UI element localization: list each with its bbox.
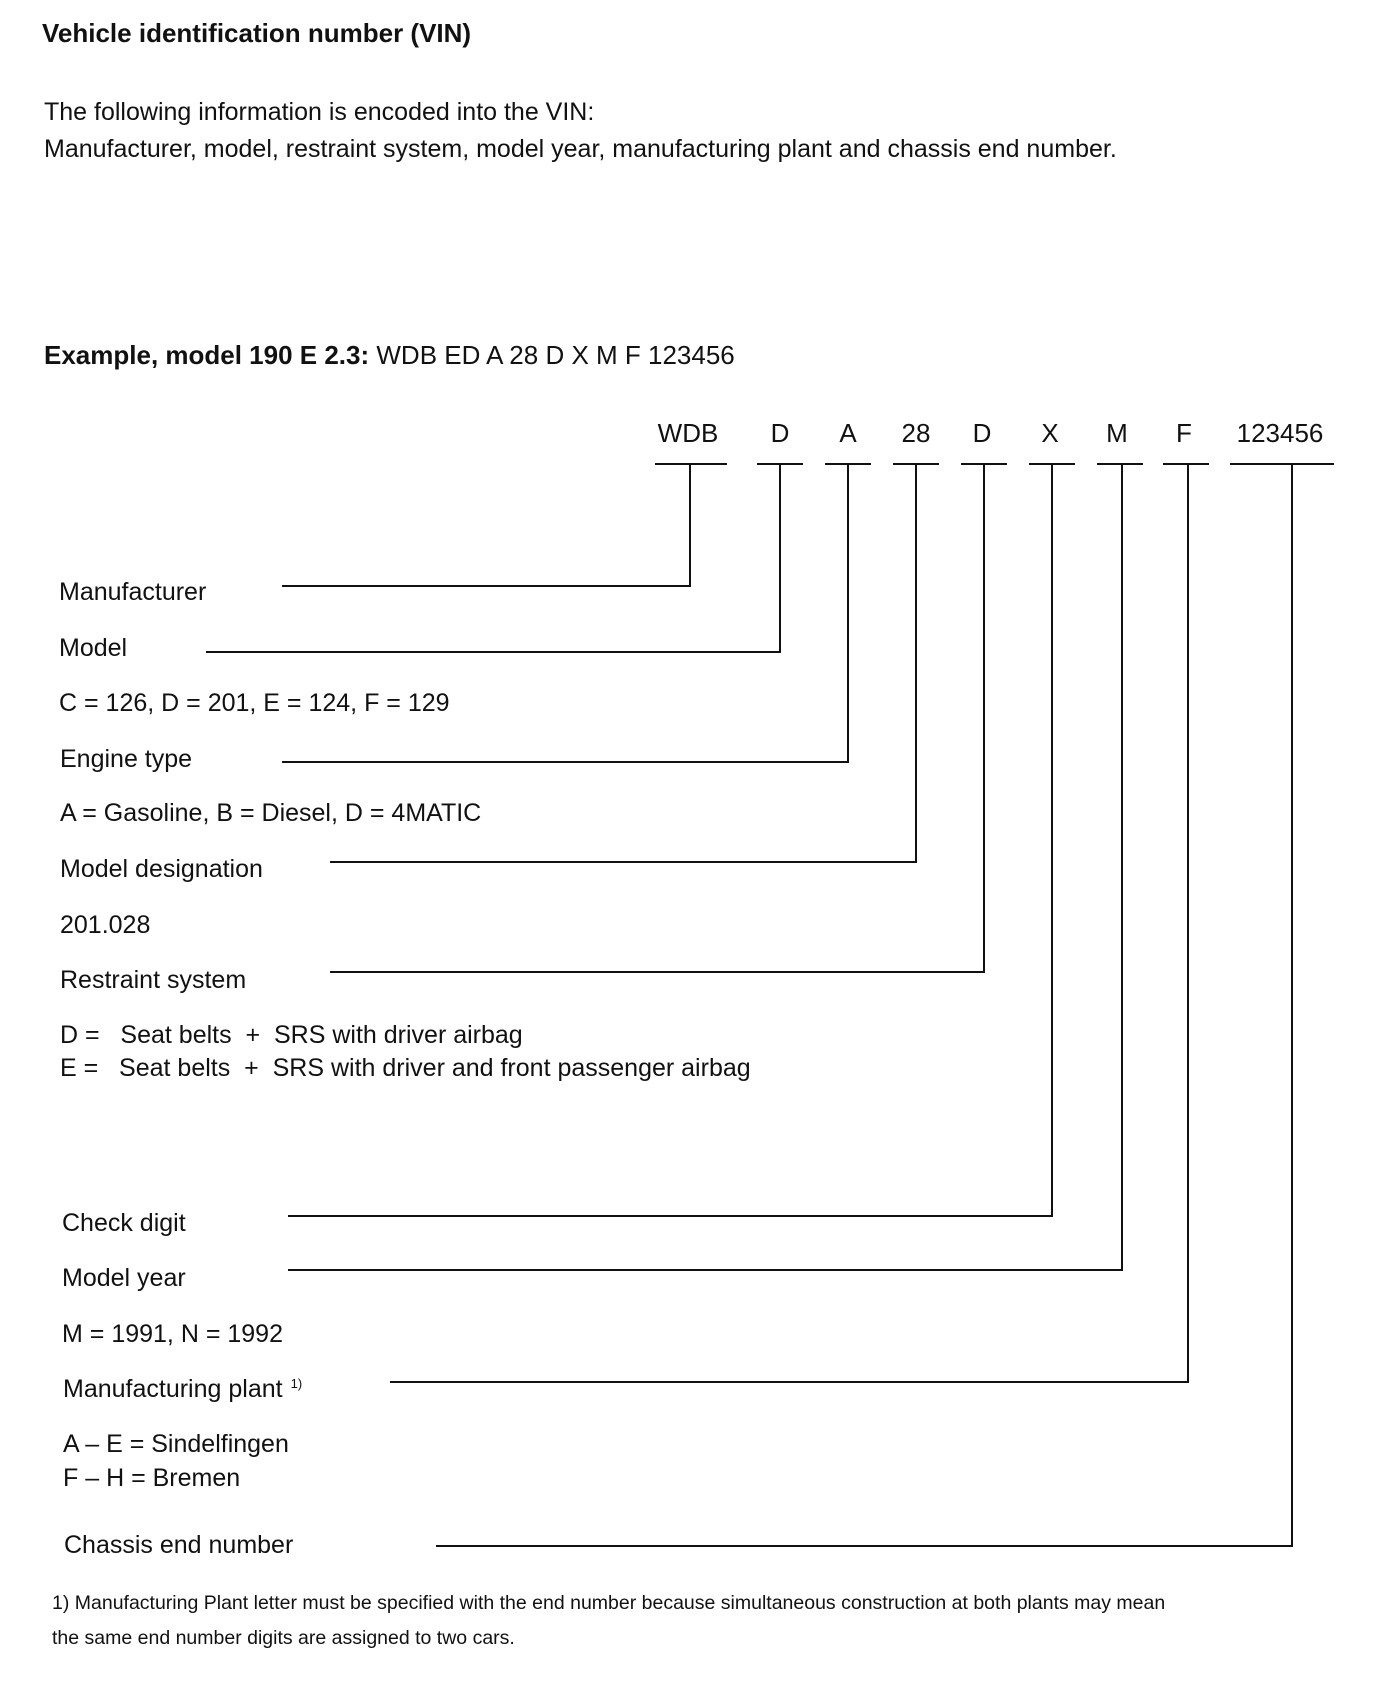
vin-segment-restraint: D <box>972 418 992 448</box>
connector-manufacturer <box>282 464 690 586</box>
connector-check-digit <box>288 464 1052 1216</box>
vin-segment-designation: 28 <box>901 418 931 448</box>
connector-model-year <box>288 464 1122 1270</box>
label-model: Model <box>59 634 128 662</box>
label-chassis-end-number: Chassis end number <box>64 1531 294 1559</box>
model-codes: C = 126, D = 201, E = 124, F = 129 <box>59 689 450 717</box>
label-manufacturer: Manufacturer <box>59 578 207 606</box>
label-model-year: Model year <box>62 1264 186 1292</box>
connector-chassis-end-number <box>436 464 1292 1546</box>
example-label: Example, model 190 E 2.3: <box>44 340 370 370</box>
model-designation-value: 201.028 <box>60 911 151 939</box>
restraint-code-d: D = Seat belts + SRS with driver airbag <box>60 1021 523 1049</box>
vin-segment-model: D <box>770 418 790 448</box>
label-restraint-system: Restraint system <box>60 966 247 994</box>
engine-codes: A = Gasoline, B = Diesel, D = 4MATIC <box>60 799 482 827</box>
plant-codes-sindelfingen: A – E = Sindelfingen <box>63 1430 289 1458</box>
label-manufacturing-plant-text: Manufacturing plant <box>63 1375 283 1403</box>
intro-line-1: The following information is encoded into the VIN: <box>44 98 595 126</box>
connector-model <box>206 464 780 652</box>
plant-codes-bremen: F – H = Bremen <box>63 1464 241 1492</box>
footnote-ref: 1) <box>290 1375 303 1391</box>
label-model-designation: Model designation <box>60 855 263 883</box>
label-manufacturing-plant <box>63 1375 302 1404</box>
example-vin: WDB ED A 28 D X M F 123456 <box>376 340 735 370</box>
connector-manufacturing-plant <box>390 464 1188 1382</box>
footnote-line-2: the same end number digits are assigned to two cars. <box>52 1627 515 1649</box>
vin-segment-year: M <box>1106 418 1128 448</box>
intro-line-2: Manufacturer, model, restraint system, model year, manufacturing plant and chassis end number. <box>44 135 1117 163</box>
page-title: Vehicle identification number (VIN) <box>42 18 472 48</box>
vin-segment-chassis: 123456 <box>1236 418 1324 448</box>
model-year-codes: M = 1991, N = 1992 <box>62 1320 283 1348</box>
vin-segment-engine: A <box>839 418 857 448</box>
vin-segment-check: X <box>1041 418 1059 448</box>
vin-segment-plant: F <box>1176 418 1192 448</box>
footnote-line-1: 1) Manufacturing Plant letter must be specified with the end number because simultaneous construction at both plants may mean <box>52 1592 1166 1614</box>
label-engine-type: Engine type <box>60 745 193 773</box>
connector-restraint-system <box>330 464 984 972</box>
vin-segment-wdb: WDB <box>657 418 719 448</box>
restraint-code-e: E = Seat belts + SRS with driver and front passenger airbag <box>60 1054 751 1082</box>
label-check-digit: Check digit <box>62 1209 186 1237</box>
